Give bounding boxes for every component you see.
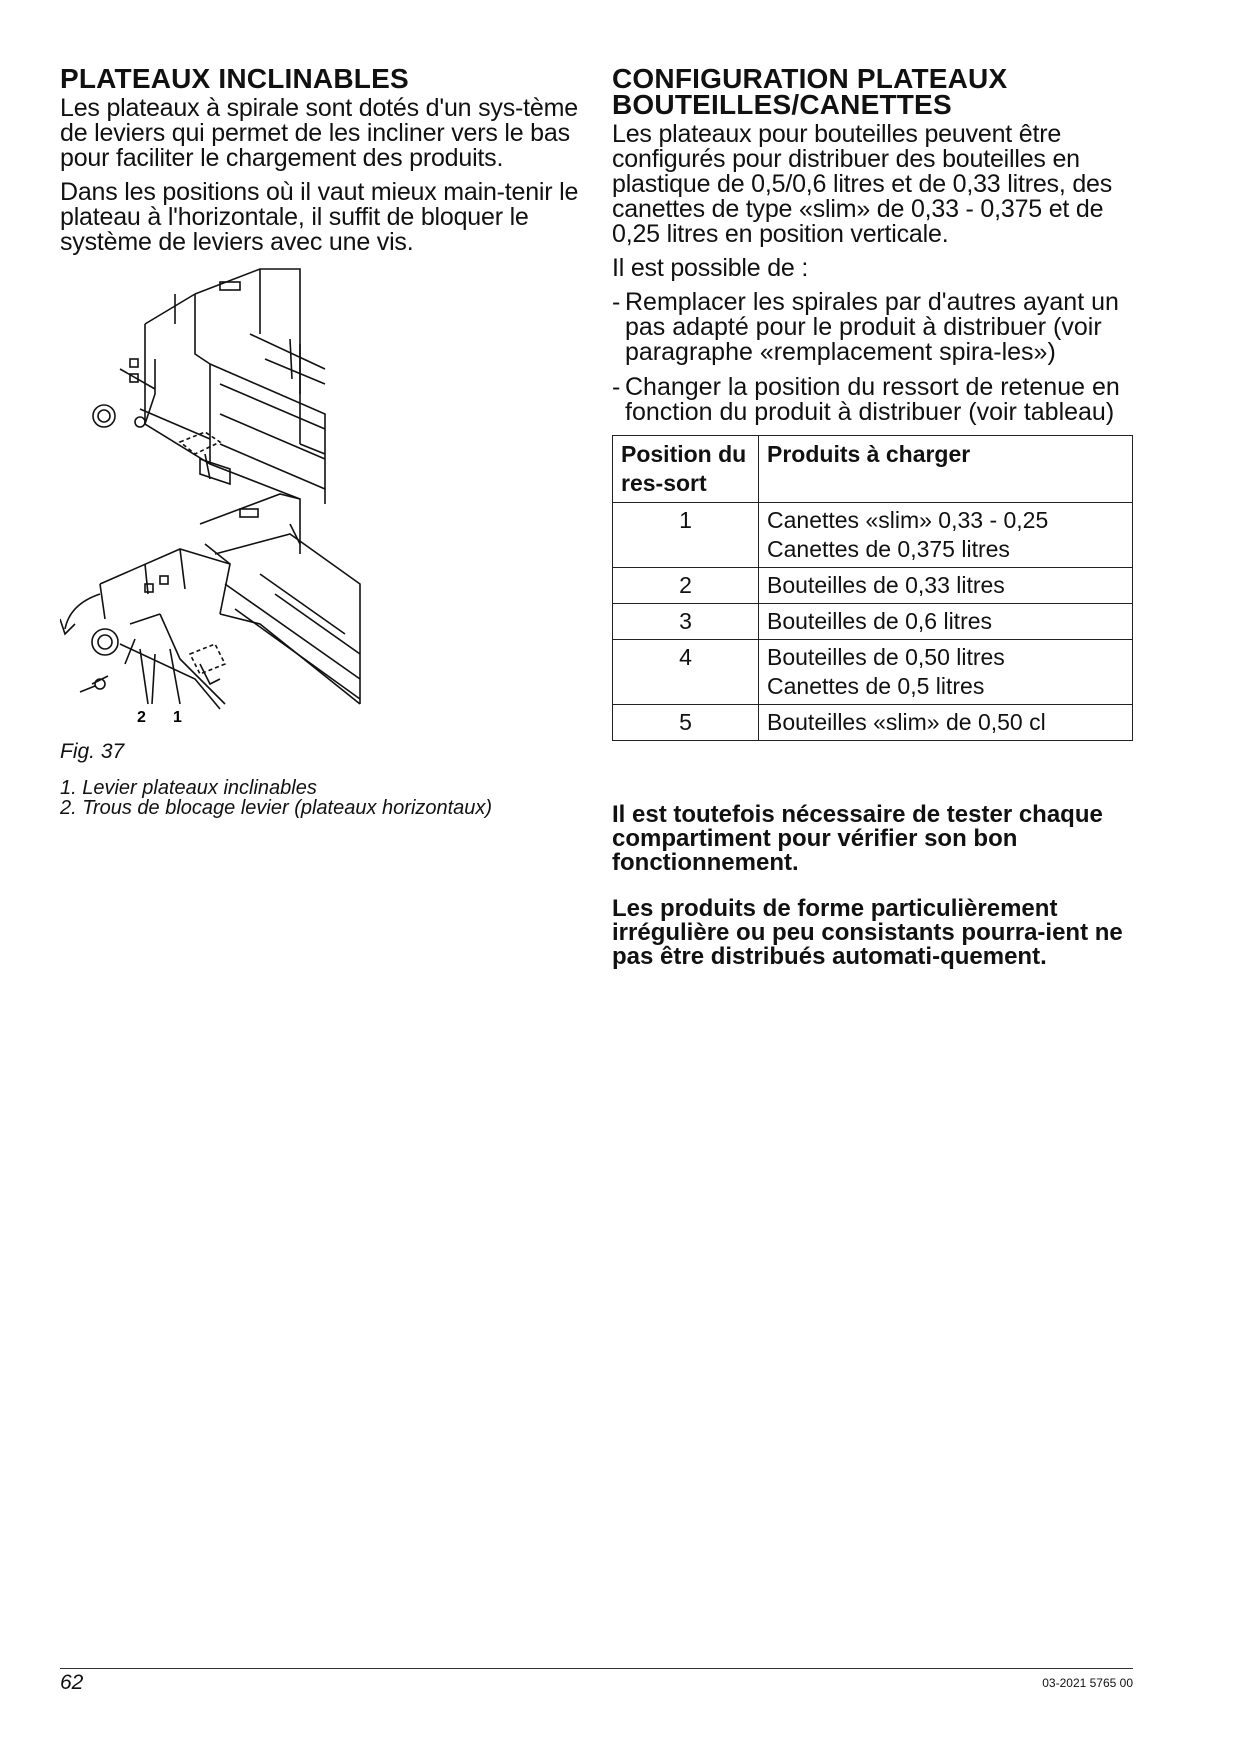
paragraph: Dans les positions où il vaut mieux main-tenir le plateau à l'horizontale, il suffit de bloquer le système de leviers avec une vis. <box>60 178 579 256</box>
products-cell <box>759 604 1133 640</box>
callout-2: 2 <box>137 709 146 726</box>
position-cell: 5 <box>613 705 759 741</box>
position-cell: 1 <box>613 503 759 568</box>
product-line: Canettes de 0,375 litres <box>767 536 1010 562</box>
tray-lever-drawing <box>60 264 580 774</box>
section-title-configuration: CONFIGURATION PLATEAUX BOUTEILLES/CANETTES <box>612 63 1008 120</box>
product-line: Canettes «slim» 0,33 - 0,25 <box>767 507 1049 533</box>
section-title-plateaux-inclinables: PLATEAUX INCLINABLES <box>60 63 409 94</box>
paragraph: Les plateaux à spirale sont dotés d'un sys-tème de leviers qui permet de les incliner vers le bas pour faciliter le chargement des produits. <box>60 94 578 172</box>
note-test-compartment: Il est toutefois nécessaire de tester chaque compartiment pour vérifier son bon fonctionnement. <box>612 801 1103 876</box>
position-cell: 2 <box>613 568 759 604</box>
product-line: Bouteilles de 0,50 litres <box>767 644 1005 670</box>
product-line: Bouteilles de 0,33 litres <box>767 572 1005 598</box>
figure-37-tilting-tray-illustration <box>60 264 580 774</box>
notes-block <box>612 803 1132 969</box>
callout-1: 1 <box>173 709 182 726</box>
figure-legend <box>60 778 580 818</box>
document-reference: 03-2021 5765 00 <box>1042 1676 1133 1690</box>
options-list <box>612 290 1132 425</box>
paragraph: Il est possible de : <box>612 254 809 282</box>
product-line: Canettes de 0,5 litres <box>767 673 985 699</box>
table-header-row <box>613 436 1133 503</box>
position-cell: 3 <box>613 604 759 640</box>
column-header-position: Position du res-sort <box>613 436 759 503</box>
paragraph: Les plateaux pour bouteilles peuvent être configurés pour distribuer des bouteilles en plastique de 0,5/0,6 litres et de 0,33 litres, des canettes de type «slim» de 0,33 - 0,375 et de 0,25 litres en position verticale. <box>612 120 1113 248</box>
note-irregular-products: Les produits de forme particulièrement irrégulière ou peu consistants pourra-ient ne pas être distribués automati-quement. <box>612 895 1123 970</box>
products-cell <box>759 503 1133 568</box>
legend-item-2: 2. Trous de blocage levier (plateaux horizontaux) <box>60 797 493 819</box>
table-row <box>613 705 1133 741</box>
spring-position-table <box>612 435 1133 741</box>
list-item: - Changer la position du ressort de retenue en fonction du produit à distribuer (voir tableau) <box>612 375 1132 425</box>
products-cell <box>759 705 1133 741</box>
figure-caption: Fig. 37 <box>60 740 125 763</box>
right-column <box>612 63 1132 991</box>
table-row <box>613 640 1133 705</box>
table-row <box>613 604 1133 640</box>
left-column <box>60 63 580 819</box>
position-cell: 4 <box>613 640 759 705</box>
products-cell <box>759 568 1133 604</box>
product-line: Bouteilles «slim» de 0,50 cl <box>767 709 1046 735</box>
footer-divider <box>60 1668 1133 1669</box>
page-number: 62 <box>60 1671 84 1694</box>
products-cell <box>759 640 1133 705</box>
list-item: - Remplacer les spirales par d'autres ayant un pas adapté pour le produit à distribuer (voir paragraphe «remplacement spira-les») <box>612 290 1132 365</box>
product-line: Bouteilles de 0,6 litres <box>767 608 993 634</box>
table-row <box>613 568 1133 604</box>
table-row <box>613 503 1133 568</box>
column-header-products: Produits à charger <box>759 436 1133 503</box>
legend-item-1: 1. Levier plateaux inclinables <box>60 777 317 799</box>
